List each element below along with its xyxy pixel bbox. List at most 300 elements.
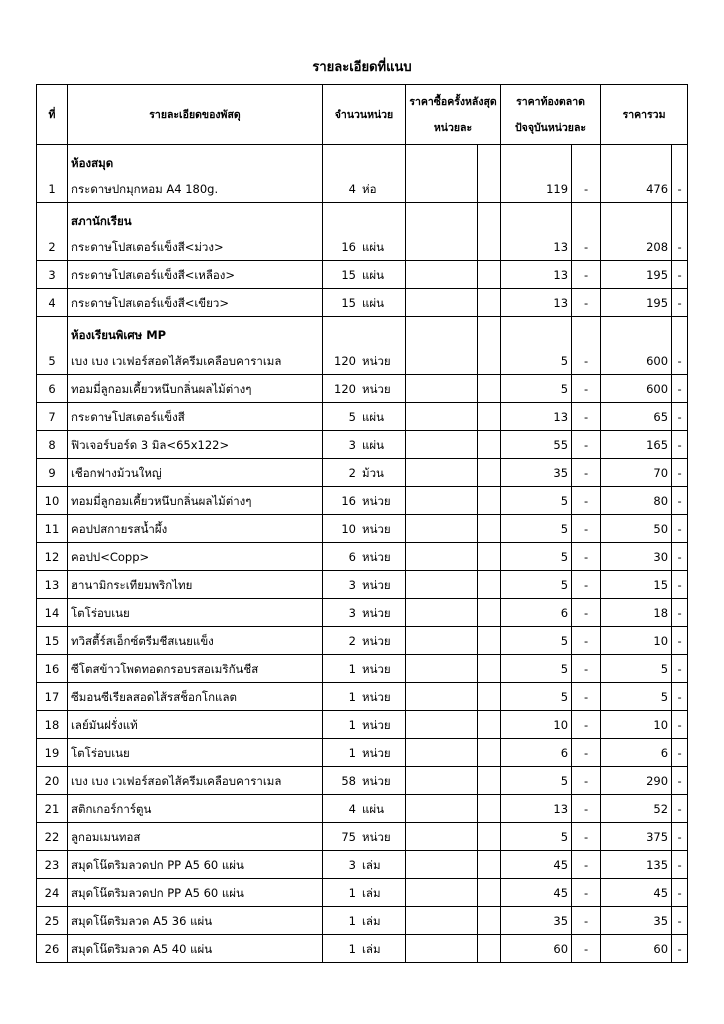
- unit-label: หน่วย: [362, 550, 391, 564]
- quantity-value: 2: [348, 466, 356, 480]
- last-purchase-cell: [406, 823, 478, 851]
- table-body: [37, 145, 688, 963]
- item-description: โตโร่อบเนย: [71, 606, 130, 620]
- item-description: กระดาษปกมุกหอม A4 180g.: [71, 182, 219, 196]
- quantity-value: 5: [348, 410, 356, 424]
- total-dash: -: [677, 182, 682, 196]
- item-description: ทอมมี่ลูกอมเคี้ยวหนึบกลิ่นผลไม้ต่างๆ: [71, 382, 252, 396]
- header-last-purchase-line1: ราคาซื้อครั้งหลังสุด: [409, 95, 497, 108]
- quantity-value: 15: [341, 296, 356, 310]
- market-price-value: 5: [560, 662, 569, 676]
- market-price-value: 10: [553, 718, 569, 732]
- item-description: ฟิวเจอร์บอร์ด 3 มิล<65x122>: [71, 438, 230, 452]
- total-value: 476: [646, 182, 669, 196]
- market-price-value: 5: [560, 690, 569, 704]
- item-description: ทวิสตี้ร์สเอ็กซ์ตรีมชีสเนยแข็ง: [71, 634, 214, 648]
- market-price-dash: -: [583, 746, 589, 760]
- item-description: กระดาษโปสเตอร์แข็งสี<เหลือง>: [71, 268, 236, 282]
- last-purchase-dash-cell: [478, 145, 501, 203]
- market-price-dash: -: [583, 802, 589, 816]
- item-description: เบง เบง เวเฟอร์สอดไส้ครีมเคลือบคาราเมล: [71, 354, 282, 368]
- row-number: 3: [48, 268, 56, 282]
- last-purchase-dash-cell: [478, 907, 501, 935]
- last-purchase-cell: [406, 375, 478, 403]
- market-price-dash: -: [583, 942, 589, 956]
- item-description: สมุดโน๊ตริมลวดปก PP A5 60 แผ่น: [71, 858, 244, 872]
- quantity-value: 3: [348, 438, 356, 452]
- row-number: 13: [44, 578, 60, 592]
- quantity-value: 1: [348, 718, 356, 732]
- market-price-dash: -: [583, 774, 589, 788]
- market-price-value: 119: [546, 182, 569, 196]
- last-purchase-dash-cell: [478, 261, 501, 289]
- unit-label: เล่ม: [362, 858, 381, 872]
- market-price-dash: -: [583, 606, 589, 620]
- total-value: 50: [653, 522, 669, 536]
- unit-label: เล่ม: [362, 942, 381, 956]
- row-number: 24: [44, 886, 60, 900]
- market-price-value: 13: [553, 240, 569, 254]
- total-dash: -: [677, 886, 682, 900]
- unit-label: หน่วย: [362, 634, 391, 648]
- header-market-price-line1: ราคาท้องตลาด: [516, 95, 585, 108]
- total-value: 375: [646, 830, 669, 844]
- row-number: 14: [44, 606, 60, 620]
- unit-label: แผ่น: [362, 410, 385, 424]
- table-row: [37, 261, 688, 289]
- table-row: [37, 515, 688, 543]
- item-description: ฮานามิกระเทียมพริกไทย: [71, 578, 193, 592]
- unit-label: แผ่น: [362, 438, 385, 452]
- quantity-value: 4: [348, 802, 356, 816]
- market-price-dash: -: [583, 830, 589, 844]
- header-market-price-line2: ปัจจุบันหน่วยละ: [515, 121, 587, 134]
- quantity-value: 120: [334, 382, 356, 396]
- market-price-dash: -: [583, 494, 589, 508]
- total-dash: -: [677, 858, 682, 872]
- last-purchase-dash-cell: [478, 767, 501, 795]
- last-purchase-dash-cell: [478, 823, 501, 851]
- row-number: 22: [44, 830, 60, 844]
- last-purchase-dash-cell: [478, 459, 501, 487]
- item-description: เชือกฟางม้วนใหญ่: [71, 466, 162, 480]
- quantity-value: 1: [348, 746, 356, 760]
- table-row: [37, 739, 688, 767]
- total-dash: -: [677, 830, 682, 844]
- total-value: 5: [660, 690, 669, 704]
- market-price-dash: -: [583, 296, 589, 310]
- total-value: 80: [653, 494, 669, 508]
- quantity-value: 10: [341, 522, 356, 536]
- total-dash: -: [677, 268, 682, 282]
- item-description: สมุดโน๊ตริมลวดปก PP A5 60 แผ่น: [71, 886, 244, 900]
- table-row: [37, 487, 688, 515]
- total-dash: -: [677, 662, 682, 676]
- table-row: [37, 711, 688, 739]
- quantity-value: 120: [334, 354, 356, 368]
- market-price-dash: -: [583, 634, 589, 648]
- quantity-value: 15: [341, 268, 356, 282]
- last-purchase-cell: [406, 767, 478, 795]
- market-price-value: 5: [560, 634, 569, 648]
- total-dash: -: [677, 578, 682, 592]
- last-purchase-cell: [406, 487, 478, 515]
- row-number: 4: [48, 296, 56, 310]
- unit-label: ม้วน: [362, 466, 384, 480]
- unit-label: หน่วย: [362, 718, 391, 732]
- last-purchase-dash-cell: [478, 795, 501, 823]
- unit-label: เล่ม: [362, 886, 381, 900]
- market-price-value: 13: [553, 296, 569, 310]
- last-purchase-cell: [406, 907, 478, 935]
- row-number: 25: [44, 914, 60, 928]
- quantity-value: 2: [348, 634, 356, 648]
- market-price-value: 5: [560, 354, 569, 368]
- last-purchase-cell: [406, 261, 478, 289]
- last-purchase-cell: [406, 655, 478, 683]
- quantity-value: 1: [348, 662, 356, 676]
- total-value: 60: [653, 942, 669, 956]
- table-row: [37, 767, 688, 795]
- total-dash: -: [677, 634, 682, 648]
- table-row: [37, 145, 688, 203]
- market-price-value: 5: [560, 494, 569, 508]
- unit-label: หน่วย: [362, 578, 391, 592]
- table-row: [37, 879, 688, 907]
- row-number: 9: [48, 466, 56, 480]
- item-description: กระดาษโปสเตอร์แข็งสี<เขียว>: [71, 296, 229, 310]
- quantity-value: 16: [341, 240, 356, 254]
- last-purchase-cell: [406, 879, 478, 907]
- total-dash: -: [677, 718, 682, 732]
- table-row: [37, 655, 688, 683]
- table-row: [37, 289, 688, 317]
- total-dash: -: [677, 240, 682, 254]
- quantity-value: 3: [348, 858, 356, 872]
- quantity-value: 1: [348, 942, 356, 956]
- last-purchase-cell: [406, 459, 478, 487]
- table-row: [37, 935, 688, 963]
- last-purchase-dash-cell: [478, 487, 501, 515]
- market-price-dash: -: [583, 690, 589, 704]
- row-number: 2: [48, 240, 56, 254]
- table-row: [37, 571, 688, 599]
- last-purchase-dash-cell: [478, 627, 501, 655]
- unit-label: ห่อ: [362, 182, 377, 196]
- market-price-value: 13: [553, 410, 569, 424]
- total-value: 35: [653, 914, 669, 928]
- item-description: สมุดโน๊ตริมลวด A5 40 แผ่น: [71, 942, 213, 956]
- table-row: [37, 627, 688, 655]
- market-price-dash: -: [583, 438, 589, 452]
- market-price-value: 5: [560, 522, 569, 536]
- total-value: 165: [646, 438, 669, 452]
- table-row: [37, 823, 688, 851]
- quantity-value: 58: [341, 774, 356, 788]
- quantity-value: 1: [348, 886, 356, 900]
- last-purchase-cell: [406, 627, 478, 655]
- table-row: [37, 203, 688, 261]
- item-description: ลูกอมเมนทอส: [71, 830, 141, 844]
- unit-label: หน่วย: [362, 774, 391, 788]
- row-number: 1: [48, 182, 56, 196]
- item-description: กระดาษโปสเตอร์แข็งสี<ม่วง>: [71, 240, 224, 254]
- total-value: 6: [660, 746, 669, 760]
- total-value: 15: [653, 578, 669, 592]
- last-purchase-dash-cell: [478, 317, 501, 375]
- last-purchase-cell: [406, 543, 478, 571]
- item-description: ซีมอนซีเรียลสอดไส้รสช็อกโกแลต: [71, 690, 237, 704]
- total-value: 30: [653, 550, 669, 564]
- last-purchase-cell: [406, 851, 478, 879]
- table-row: [37, 403, 688, 431]
- market-price-dash: -: [583, 182, 589, 196]
- row-number: 6: [48, 382, 56, 396]
- row-number: 11: [44, 522, 60, 536]
- table-row: [37, 599, 688, 627]
- last-purchase-cell: [406, 795, 478, 823]
- market-price-dash: -: [583, 410, 589, 424]
- last-purchase-dash-cell: [478, 571, 501, 599]
- total-value: 195: [646, 296, 669, 310]
- total-value: 18: [653, 606, 669, 620]
- header-quantity-unit: จำนวนหน่วย: [323, 85, 406, 145]
- unit-label: หน่วย: [362, 494, 391, 508]
- item-description: โตโร่อบเนย: [71, 746, 130, 760]
- row-number: 10: [44, 494, 60, 508]
- item-description: กระดาษโปสเตอร์แข็งสี: [71, 410, 185, 424]
- market-price-value: 60: [553, 942, 569, 956]
- row-number: 26: [44, 942, 60, 956]
- item-description: สมุดโน๊ตริมลวด A5 36 แผ่น: [71, 914, 213, 928]
- section-heading: สภานักเรียน: [71, 214, 132, 228]
- market-price-dash: -: [583, 466, 589, 480]
- last-purchase-dash-cell: [478, 683, 501, 711]
- unit-label: หน่วย: [362, 662, 391, 676]
- total-dash: -: [677, 802, 682, 816]
- header-total: ราคารวม: [601, 85, 688, 145]
- market-price-dash: -: [583, 858, 589, 872]
- header-no: ที่: [37, 85, 68, 145]
- market-price-value: 45: [553, 886, 569, 900]
- row-number: 18: [44, 718, 60, 732]
- market-price-value: 45: [553, 858, 569, 872]
- total-dash: -: [677, 606, 682, 620]
- items-table: [36, 84, 688, 963]
- market-price-dash: -: [583, 382, 589, 396]
- total-dash: -: [677, 410, 682, 424]
- item-description: ทอมมี่ลูกอมเคี้ยวหนึบกลิ่นผลไม้ต่างๆ: [71, 494, 252, 508]
- table-row: [37, 851, 688, 879]
- last-purchase-cell: [406, 289, 478, 317]
- item-description: คอปปสกายรสน้ำผึ้ง: [71, 522, 168, 536]
- total-value: 10: [653, 718, 669, 732]
- table-row: [37, 795, 688, 823]
- market-price-dash: -: [583, 550, 589, 564]
- row-number: 12: [44, 550, 60, 564]
- market-price-value: 55: [553, 438, 569, 452]
- table-row: [37, 375, 688, 403]
- market-price-dash: -: [583, 354, 589, 368]
- total-dash: -: [677, 466, 682, 480]
- last-purchase-cell: [406, 739, 478, 767]
- last-purchase-cell: [406, 203, 478, 261]
- row-number: 5: [48, 354, 56, 368]
- total-value: 600: [646, 354, 669, 368]
- last-purchase-cell: [406, 683, 478, 711]
- total-value: 52: [653, 802, 669, 816]
- total-dash: -: [677, 382, 682, 396]
- last-purchase-dash-cell: [478, 515, 501, 543]
- market-price-value: 5: [560, 774, 569, 788]
- total-dash: -: [677, 746, 682, 760]
- quantity-value: 3: [348, 606, 356, 620]
- table-header-row: [37, 85, 688, 145]
- market-price-dash: -: [583, 522, 589, 536]
- last-purchase-dash-cell: [478, 543, 501, 571]
- table-row: [37, 459, 688, 487]
- header-market-price: [501, 85, 601, 145]
- last-purchase-cell: [406, 599, 478, 627]
- quantity-value: 75: [341, 830, 356, 844]
- market-price-value: 35: [553, 466, 569, 480]
- total-dash: -: [677, 522, 682, 536]
- section-heading: ห้องสมุด: [71, 156, 114, 170]
- row-number: 19: [44, 746, 60, 760]
- total-value: 10: [653, 634, 669, 648]
- row-number: 8: [48, 438, 56, 452]
- total-dash: -: [677, 550, 682, 564]
- last-purchase-dash-cell: [478, 851, 501, 879]
- total-value: 65: [653, 410, 669, 424]
- unit-label: หน่วย: [362, 522, 391, 536]
- last-purchase-dash-cell: [478, 711, 501, 739]
- unit-label: แผ่น: [362, 268, 385, 282]
- item-description: เลย์มันฝรั่งแท้: [71, 718, 138, 732]
- last-purchase-cell: [406, 571, 478, 599]
- total-dash: -: [677, 354, 682, 368]
- last-purchase-cell: [406, 431, 478, 459]
- last-purchase-cell: [406, 317, 478, 375]
- table-row: [37, 431, 688, 459]
- header-last-purchase: [406, 85, 501, 145]
- row-number: 21: [44, 802, 60, 816]
- total-value: 600: [646, 382, 669, 396]
- market-price-value: 6: [560, 746, 569, 760]
- market-price-value: 5: [560, 578, 569, 592]
- unit-label: หน่วย: [362, 830, 391, 844]
- market-price-dash: -: [583, 886, 589, 900]
- market-price-dash: -: [583, 268, 589, 282]
- unit-label: หน่วย: [362, 354, 391, 368]
- row-number: 23: [44, 858, 60, 872]
- item-description: ซีโตสข้าวโพดทอดกรอบรสอเมริกันชีส: [71, 662, 259, 676]
- last-purchase-dash-cell: [478, 289, 501, 317]
- total-dash: -: [677, 690, 682, 704]
- market-price-value: 13: [553, 802, 569, 816]
- market-price-value: 35: [553, 914, 569, 928]
- section-heading: ห้องเรียนพิเศษ MP: [71, 328, 167, 342]
- last-purchase-dash-cell: [478, 739, 501, 767]
- last-purchase-dash-cell: [478, 655, 501, 683]
- row-number: 17: [44, 690, 60, 704]
- unit-label: เล่ม: [362, 914, 381, 928]
- row-number: 7: [48, 410, 56, 424]
- quantity-value: 1: [348, 690, 356, 704]
- market-price-dash: -: [583, 578, 589, 592]
- row-number: 16: [44, 662, 60, 676]
- row-number: 20: [44, 774, 60, 788]
- row-number: 15: [44, 634, 60, 648]
- page-title: รายละเอียดที่แนบ: [312, 60, 412, 75]
- total-dash: -: [677, 774, 682, 788]
- total-value: 290: [646, 774, 669, 788]
- quantity-value: 3: [348, 578, 356, 592]
- last-purchase-dash-cell: [478, 403, 501, 431]
- market-price-value: 6: [560, 606, 569, 620]
- market-price-value: 13: [553, 268, 569, 282]
- market-price-dash: -: [583, 914, 589, 928]
- quantity-value: 16: [341, 494, 356, 508]
- total-dash: -: [677, 296, 682, 310]
- total-value: 5: [660, 662, 669, 676]
- table-row: [37, 907, 688, 935]
- market-price-value: 5: [560, 550, 569, 564]
- total-value: 195: [646, 268, 669, 282]
- last-purchase-dash-cell: [478, 375, 501, 403]
- total-value: 45: [653, 886, 669, 900]
- market-price-value: 5: [560, 382, 569, 396]
- quantity-value: 4: [348, 182, 356, 196]
- total-dash: -: [677, 914, 682, 928]
- last-purchase-cell: [406, 515, 478, 543]
- total-dash: -: [677, 494, 682, 508]
- market-price-dash: -: [583, 662, 589, 676]
- quantity-value: 6: [348, 550, 356, 564]
- total-dash: -: [677, 438, 682, 452]
- unit-label: แผ่น: [362, 296, 385, 310]
- unit-label: หน่วย: [362, 746, 391, 760]
- unit-label: หน่วย: [362, 606, 391, 620]
- quantity-value: 1: [348, 914, 356, 928]
- market-price-dash: -: [583, 718, 589, 732]
- unit-label: หน่วย: [362, 690, 391, 704]
- header-description: รายละเอียดของพัสดุ: [68, 85, 323, 145]
- unit-label: หน่วย: [362, 382, 391, 396]
- last-purchase-dash-cell: [478, 879, 501, 907]
- last-purchase-cell: [406, 145, 478, 203]
- unit-label: แผ่น: [362, 802, 385, 816]
- header-last-purchase-line2: หน่วยละ: [433, 121, 473, 134]
- unit-label: แผ่น: [362, 240, 385, 254]
- total-value: 70: [653, 466, 669, 480]
- last-purchase-dash-cell: [478, 431, 501, 459]
- item-description: สติกเกอร์การ์ตูน: [71, 802, 152, 816]
- last-purchase-dash-cell: [478, 599, 501, 627]
- last-purchase-cell: [406, 403, 478, 431]
- market-price-dash: -: [583, 240, 589, 254]
- last-purchase-cell: [406, 711, 478, 739]
- item-description: เบง เบง เวเฟอร์สอดไส้ครีมเคลือบคาราเมล: [71, 774, 282, 788]
- total-value: 208: [646, 240, 669, 254]
- table-row: [37, 683, 688, 711]
- last-purchase-cell: [406, 935, 478, 963]
- total-value: 135: [646, 858, 669, 872]
- total-dash: -: [677, 942, 682, 956]
- item-description: คอปป<Copp>: [71, 550, 150, 564]
- table-row: [37, 317, 688, 375]
- last-purchase-dash-cell: [478, 203, 501, 261]
